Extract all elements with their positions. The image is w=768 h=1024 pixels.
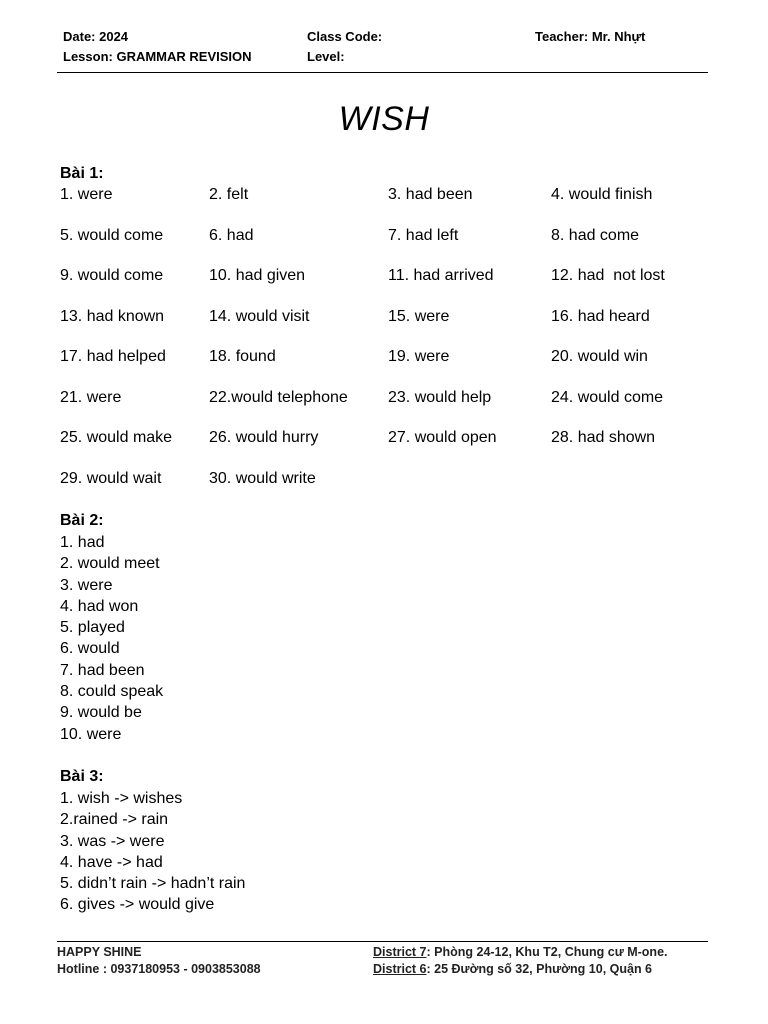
bai1-answer: 28. had shown <box>551 429 656 446</box>
bai3-answer: 2.rained -> rain <box>60 811 169 829</box>
bai2-answer: 10. were <box>60 725 122 743</box>
bai1-answer: 9. would come <box>60 267 164 284</box>
page-title: WISH <box>338 100 430 138</box>
bai1-answer: 19. were <box>388 348 450 365</box>
bai2-answer: 5. played <box>60 619 125 637</box>
header-left <box>63 27 252 67</box>
footer-brand: HAPPY SHINE <box>57 945 142 959</box>
header-right <box>535 27 645 47</box>
bai2-answer: 6. would <box>60 640 120 658</box>
footer-district7 <box>373 944 668 961</box>
bai1-answer: 22.would telephone <box>209 388 348 406</box>
bai1-answer: 30. would write <box>209 469 316 487</box>
bai2-answer: 4. had won <box>60 597 139 615</box>
bai2-answer: 7. had been <box>60 661 145 679</box>
bai1-answer: 23. would help <box>388 388 492 406</box>
district7-address: : Phòng 24-12, Khu T2, Chung cư M-one. <box>426 945 668 959</box>
bai1-answer: 5. would come <box>60 226 164 244</box>
bai1-answer: 7. had left <box>388 226 459 244</box>
level-label: Level: <box>307 49 345 64</box>
bai1-answer: 17. had helped <box>60 348 166 365</box>
footer-divider <box>57 941 708 942</box>
bai1-answer: 25. would make <box>60 429 173 446</box>
footer-district6 <box>373 961 668 978</box>
bai3-title: Bài 3: <box>60 768 104 785</box>
bai3-answer: 5. didn’t rain -> hadn’t rain <box>60 875 246 893</box>
date-label: Date: 2024 <box>63 29 129 44</box>
bai3-answer-list <box>60 788 245 916</box>
bai1-answer: 14. would visit <box>209 307 310 325</box>
bai1-title: Bài 1: <box>60 165 104 182</box>
header-divider <box>57 72 708 73</box>
bai1-answer: 8. had come <box>551 226 640 244</box>
bai1-answer: 26. would hurry <box>209 429 319 446</box>
bai1-answer: 11. had arrived <box>388 267 494 284</box>
bai2-answer: 3. were <box>60 576 113 594</box>
bai1-answer: 4. would finish <box>551 186 653 203</box>
footer-hotline: Hotline : 0937180953 - 0903853088 <box>57 962 261 976</box>
bai1-answer: 2. felt <box>209 186 249 203</box>
header-middle <box>307 27 382 67</box>
class-code-label: Class Code: <box>307 29 383 44</box>
bai1-answer: 10. had given <box>209 267 306 284</box>
bai1-answer: 18. found <box>209 348 276 365</box>
bai3-answer: 3. was -> were <box>60 832 165 850</box>
footer-left <box>57 944 261 978</box>
bai2-title: Bài 2: <box>60 512 104 529</box>
bai1-answer: 16. had heard <box>551 307 650 325</box>
bai3-answer: 1. wish -> wishes <box>60 790 183 807</box>
bai1-answer: 6. had <box>209 226 254 244</box>
bai1-answer: 13. had known <box>60 307 165 325</box>
teacher-label: Teacher: Mr. Nhựt <box>535 29 646 44</box>
bai1-answer: 1. were <box>60 186 113 203</box>
bai1-answer: 15. were <box>388 307 450 325</box>
bai2-answer-list <box>60 532 163 745</box>
bai2-answer: 1. had <box>60 534 105 551</box>
bai1-answer: 12. had not lost <box>551 267 665 284</box>
bai1-answer: 24. would come <box>551 388 664 406</box>
lesson-label: Lesson: GRAMMAR REVISION <box>63 49 252 64</box>
bai1-answer: 20. would win <box>551 348 648 365</box>
bai1-answer: 29. would wait <box>60 469 162 487</box>
district6-label: District 6 <box>373 962 427 976</box>
footer-right <box>373 944 668 978</box>
bai3-answer: 4. have -> had <box>60 853 163 871</box>
bai3-answer: 6. gives -> would give <box>60 896 215 914</box>
district6-address: : 25 Đường số 32, Phường 10, Quận 6 <box>426 962 653 976</box>
bai1-answer: 3. had been <box>388 186 473 203</box>
bai1-answer: 21. were <box>60 388 122 406</box>
bai2-answer: 9. would be <box>60 704 142 722</box>
district7-label: District 7 <box>373 945 427 959</box>
bai1-answer: 27. would open <box>388 429 497 446</box>
bai2-answer: 2. would meet <box>60 555 160 573</box>
bai2-answer: 8. could speak <box>60 683 164 701</box>
